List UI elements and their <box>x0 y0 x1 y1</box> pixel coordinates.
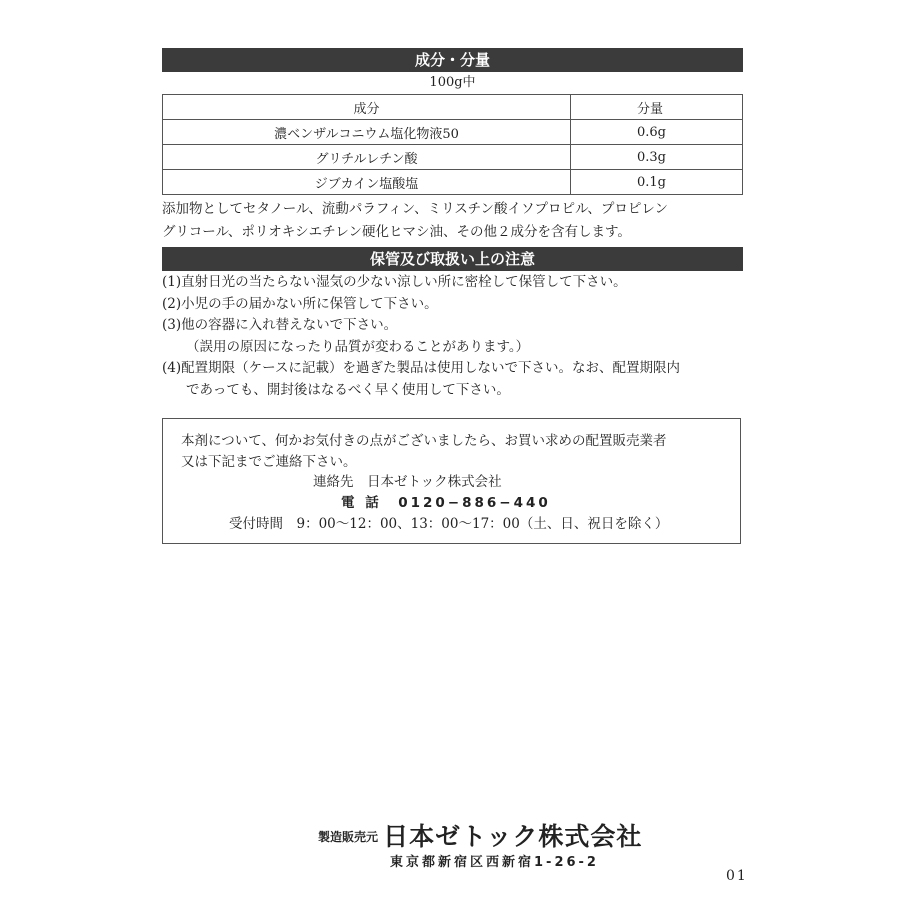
manufacturer-name: 日本ゼトック株式会社 <box>383 822 643 851</box>
contact-company: 連絡先 日本ゼトック株式会社 <box>313 474 502 490</box>
ingredients-table <box>162 94 743 195</box>
note-item: (2)小児の手の届かない所に保管して下さい。 <box>162 295 438 312</box>
table-header-row <box>163 95 743 120</box>
column-header-ingredient: 成分 <box>163 95 571 120</box>
ingredient-name: 濃ベンザルコニウム塩化物液50 <box>163 120 571 145</box>
note-continuation: （誤用の原因になったり品質が変わることがあります。） <box>186 338 530 355</box>
note-item: (3)他の容器に入れ替えないで下さい。 <box>162 317 398 333</box>
ingredient-name: ジブカイン塩酸塩 <box>163 170 571 195</box>
table-row <box>163 170 743 195</box>
column-header-amount: 分量 <box>571 95 743 120</box>
additives-line: グリコール、ポリオキシエチレン硬化ヒマシ油、その他２成分を含有します。 <box>162 224 631 240</box>
contact-intro-line: 又は下記までご連絡下さい。 <box>181 454 357 470</box>
ingredients-heading: 成分・分量 <box>162 48 743 72</box>
storage-notes-list <box>162 272 743 401</box>
manufacturer-role: 製造販売元 <box>318 830 379 844</box>
manufacturer-logo <box>318 817 642 853</box>
additives-note <box>162 198 743 244</box>
note-continuation: であっても、開封後はなるべく早く使用して下さい。 <box>186 381 510 398</box>
contact-intro-line: 本剤について、何かお気付きの点がございましたら、お買い求めの配置販売業者 <box>181 433 667 449</box>
contact-hours: 受付時間 9：00〜12：00、13：00〜17：00（土、日、祝日を除く） <box>229 516 669 532</box>
storage-heading: 保管及び取扱い上の注意 <box>162 247 743 271</box>
additives-line: 添加物としてセタノール、流動パラフィン、ミリスチン酸イソプロピル、プロピレン <box>162 201 669 217</box>
unit-label: 100g中 <box>429 75 476 90</box>
contact-phone: 電 話 0120−886−440 <box>341 495 551 511</box>
manufacturer-address: 東京都新宿区西新宿1-26-2 <box>390 855 599 870</box>
note-item: (1)直射日光の当たらない湿気の少ない涼しい所に密栓して保管して下さい。 <box>162 274 627 290</box>
page-number: 01 <box>726 868 748 884</box>
ingredient-amount: 0.3g <box>571 145 743 170</box>
contact-box <box>162 418 741 544</box>
table-row <box>163 120 743 145</box>
ingredient-amount: 0.6g <box>571 120 743 145</box>
ingredient-name: グリチルレチン酸 <box>163 145 571 170</box>
table-row <box>163 145 743 170</box>
ingredient-amount: 0.1g <box>571 170 743 195</box>
note-item: (4)配置期限（ケースに記載）を過ぎた製品は使用しないで下さい。なお、配置期限内 <box>162 360 680 376</box>
